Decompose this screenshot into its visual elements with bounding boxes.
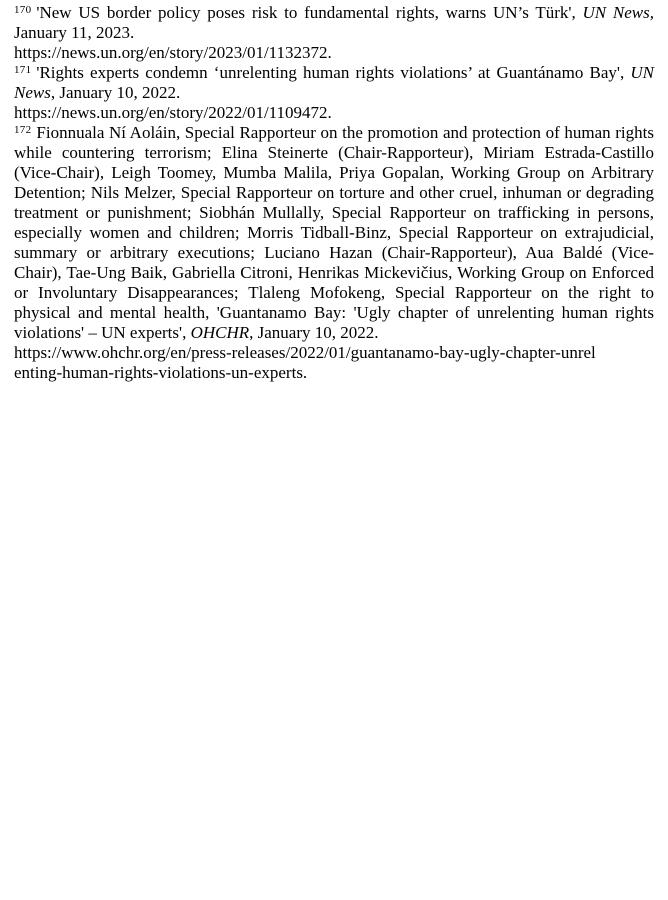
url-text: enting-human-rights-violations-un-experts. bbox=[14, 363, 308, 382]
source-name: UN News, bbox=[582, 3, 654, 22]
footnote-segment: , January 10, 2022. bbox=[50, 83, 181, 102]
footnote-170 bbox=[14, 3, 654, 63]
footnote-segment: January 11, 2023. bbox=[14, 23, 135, 42]
footnote-171 bbox=[14, 63, 654, 123]
footnote-url bbox=[14, 343, 654, 383]
footnote-segment: , January 10, 2022. bbox=[249, 323, 379, 342]
footnote-text bbox=[14, 3, 654, 43]
footnote-number: 171 bbox=[14, 64, 32, 77]
url-text: https://www.ohchr.org/en/press-releases/2022/01/guantanamo-bay-ugly-chapter-unrel bbox=[14, 343, 596, 362]
url-text: https://news.un.org/en/story/2023/01/1132372. bbox=[14, 43, 332, 62]
url-text: https://news.un.org/en/story/2022/01/1109472. bbox=[14, 103, 332, 122]
footnote-segment: Fionnuala Ní Aoláin, Special Rapporteur on the promotion and protection of human rights while countering terrorism; Elina Steinerte (Chair-Rapporteur), Miriam Estrada-Castillo (Vice-Chair), Leigh Toomey, Mumba Malila, Priya Gopalan, Working Group on Arbitrary Detention; Nils Melzer, Special Rapporteur on torture and other cruel, inhuman or degrading treatment or punishment; Siobhán Mullally, Special Rapporteur on trafficking in persons, especially women and children; Morris Tidball-Binz, Special Rapporteur on extrajudicial, summary or arbitrary executions; Luciano Hazan (Chair-Rapporteur), Aua Baldé (Vice-Chair), Tae-Ung Baik, Gabriella Citroni, Henrikas Mickevičius, Working Group on Enforced or Involuntary Disappearances; Tlaleng Mofokeng, Special Rapporteur on the right to physical and mental health, 'Guantanamo Bay: 'Ugly chapter of unrelenting human rights violations' – UN experts', bbox=[14, 123, 654, 342]
source-name: UN News bbox=[14, 63, 654, 102]
footnote-url bbox=[14, 43, 654, 63]
footnote-segment: 'Rights experts condemn ‘unrelenting human rights violations’ at Guantánamo Bay', bbox=[36, 63, 631, 82]
footnote-text bbox=[14, 123, 654, 343]
footnote-number: 172 bbox=[14, 124, 32, 137]
footnote-url bbox=[14, 103, 654, 123]
footnote-text bbox=[14, 63, 654, 103]
source-name: OHCHR bbox=[190, 323, 250, 342]
footnote-number: 170 bbox=[14, 4, 32, 17]
footnote-172 bbox=[14, 123, 654, 383]
footnote-segment: 'New US border policy poses risk to fundamental rights, warns UN’s Türk', bbox=[36, 3, 583, 22]
